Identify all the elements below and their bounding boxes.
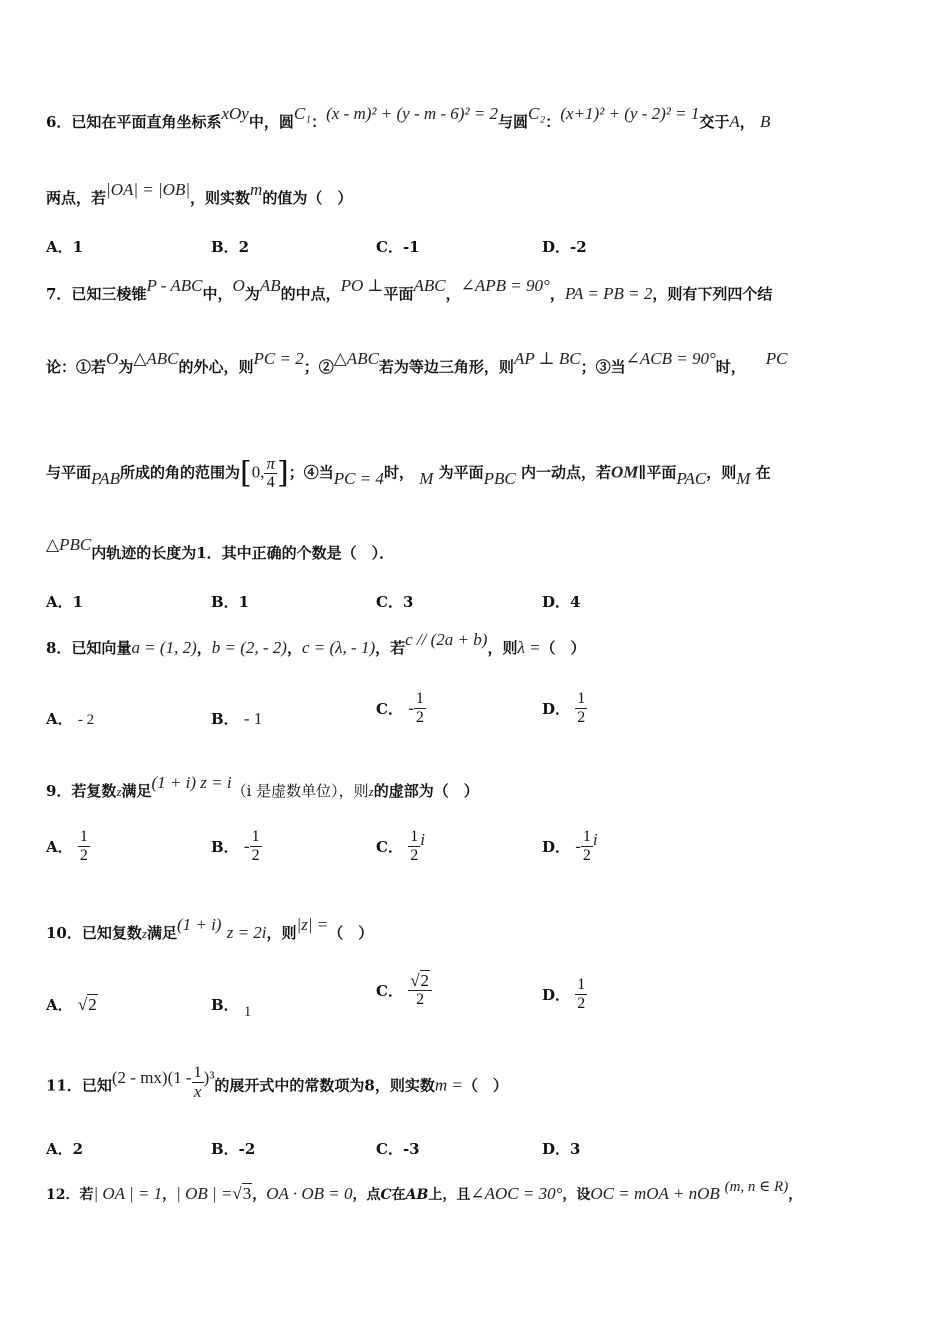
option-label: C． [376, 700, 403, 718]
imaginary-unit: i [592, 829, 598, 849]
math-oc-decomposition: OC = mOA + nOB [590, 1184, 720, 1203]
math-ab: AB [259, 276, 281, 295]
q9-option-c[interactable] [376, 828, 425, 865]
fraction [408, 828, 420, 865]
right-bracket: ] [277, 455, 289, 491]
text: 中， [202, 285, 233, 303]
math-pbc: PBC [483, 468, 516, 488]
text: 两点，若 [46, 189, 107, 207]
math-m: M [419, 468, 434, 488]
math-m: m = [434, 1075, 463, 1095]
q6-option-c[interactable]: C．-1 [376, 238, 420, 256]
math-pab: PAB [91, 468, 120, 488]
q9-option-b[interactable] [211, 828, 262, 865]
q7-line-3 [46, 455, 910, 492]
math-pac: PAC [676, 468, 707, 488]
fraction [581, 828, 593, 865]
text: ， [549, 285, 565, 303]
text: ，则有下列四个结 [652, 285, 773, 303]
text: ， [286, 639, 302, 657]
q7-option-d[interactable]: D．4 [542, 593, 581, 611]
option-label: D． [542, 838, 571, 856]
math-o: O [106, 349, 119, 368]
text: 所成的角的范围为 [119, 463, 240, 482]
q11-option-b[interactable]: B．-2 [211, 1140, 256, 1158]
text: 为平面 [438, 463, 484, 482]
math-triangle-pbc: △PBC [46, 535, 92, 554]
math-one-plus-i: (1 + i) [176, 915, 222, 934]
text: 与圆 [498, 113, 529, 131]
math-angle-apb: ∠APB = 90° [460, 276, 550, 295]
option-label: A． [46, 996, 73, 1014]
q6-line-2 [46, 180, 910, 210]
math-equation: (1 + i) z = i [151, 773, 232, 792]
fraction-numerator: 1 [193, 1064, 202, 1081]
fraction-denominator: 2 [577, 995, 586, 1012]
q7-option-a[interactable]: A．1 [46, 593, 84, 611]
option-label: D． [542, 986, 571, 1004]
q10-option-d[interactable] [542, 976, 587, 1013]
math-pc-4: PC = 4 [333, 468, 384, 488]
fraction-numerator: 1 [577, 690, 586, 707]
q11-option-d[interactable]: D．3 [542, 1140, 581, 1158]
math-b: B [759, 112, 771, 131]
option-label: C． [376, 838, 403, 856]
math-abc: ABC [413, 276, 446, 295]
fraction-numerator: 1 [251, 828, 260, 845]
fraction-denominator: 2 [79, 847, 88, 864]
q7-option-c[interactable]: C．3 [376, 593, 414, 611]
math-vector-c: c = (λ, - 1) [302, 638, 376, 657]
q11-line-1 [46, 1064, 910, 1105]
q8-option-b[interactable] [211, 708, 262, 729]
text: （ ） [540, 639, 586, 657]
text: 中，圆 [248, 113, 294, 131]
math-dot-product: OA · OB = 0 [266, 1184, 353, 1203]
fraction-numerator: 1 [410, 828, 419, 845]
q10-line-1 [46, 915, 910, 946]
math-pc-2: PC = 2 [253, 349, 304, 368]
q7-line-4 [46, 535, 910, 565]
math-xoy: xOy [221, 104, 249, 123]
q9-line-1 [46, 773, 910, 804]
text: ， [445, 285, 461, 303]
fraction-denominator: 2 [410, 847, 419, 864]
q10-option-b[interactable] [211, 994, 252, 1020]
q7-number-text: 7．已知三棱锥 [46, 285, 147, 303]
math-angle-acb: ∠ACB = 90° [625, 349, 716, 368]
math-range-start: 0, [251, 462, 265, 482]
q7-line-2 [46, 349, 910, 379]
imaginary-unit: i [420, 829, 425, 849]
text: ；④当 [288, 463, 334, 482]
math-point-c: C [380, 1187, 392, 1203]
text: ，则 [706, 463, 737, 482]
text: ，若 [375, 639, 406, 657]
text: ，点 [352, 1187, 381, 1203]
math-z: z [116, 784, 122, 799]
math-expression: (2 - mx)(1 - [111, 1067, 192, 1087]
fraction-numerator: π [266, 454, 275, 473]
fraction-numerator: √2 [408, 972, 432, 991]
math-parallel-condition: c // (2a + b) [405, 630, 488, 649]
q6-line-1 [46, 104, 910, 134]
text: 的值为（ ） [262, 189, 353, 207]
fraction-numerator: 1 [415, 690, 424, 707]
math-ap-perp-bc: AP ⊥ BC [513, 349, 581, 368]
text: ，设 [562, 1187, 591, 1203]
text: 在 [755, 463, 771, 482]
q10-option-a[interactable] [46, 994, 98, 1015]
fraction-denominator: 2 [416, 991, 425, 1008]
math-equation: z = 2i [226, 923, 267, 942]
option-label: B． [211, 996, 239, 1014]
text: ， [196, 639, 212, 657]
option-sign: - [243, 836, 250, 856]
option-label: C． [376, 982, 403, 1000]
q9-option-d[interactable] [542, 828, 598, 865]
text: 的外心，则 [178, 358, 254, 376]
text: ，则 [266, 924, 297, 942]
math-lambda: λ = [517, 638, 541, 657]
math-circle2-equation: (x+1)² + (y - 2)² = 1 [560, 104, 700, 123]
q8-option-d[interactable] [542, 690, 587, 727]
option-label: B． [211, 710, 239, 728]
math-oa-length: | OA | = 1 [93, 1184, 163, 1203]
math-p-abc: P - ABC [146, 276, 203, 295]
option-value: - 1 [243, 709, 263, 728]
math-abs-z: |z| = [296, 915, 329, 934]
text: 论：①若 [46, 358, 107, 376]
fraction [408, 972, 432, 1009]
q10-number-text: 10．已知复数 [46, 924, 142, 942]
math-expression: )³ [203, 1067, 215, 1087]
q7-option-b[interactable]: B．1 [211, 593, 250, 611]
text: ， [252, 1187, 267, 1203]
fraction [414, 690, 426, 727]
q6-option-d[interactable]: D．-2 [542, 238, 587, 256]
q6-option-a[interactable]: A．1 [46, 238, 84, 256]
q12-number-text: 12．若 [46, 1187, 94, 1203]
text: ， [739, 113, 755, 131]
text: 交于 [699, 113, 730, 131]
fraction-numerator: 1 [79, 828, 88, 845]
option-sign: - [575, 836, 581, 856]
q9-number-text: 9．若复数 [46, 782, 117, 800]
text: 满足 [121, 782, 152, 800]
text: ， [162, 1187, 177, 1203]
text: 内轨迹的长度为1．其中正确的个数是（ ）． [91, 544, 395, 562]
text: 在 [391, 1187, 406, 1203]
text: ，则 [487, 639, 518, 657]
q8-number-text: 8．已知向量 [46, 639, 132, 657]
fraction [575, 976, 587, 1013]
radicand: 3 [242, 1184, 252, 1203]
text: 若为等边三角形，则 [378, 358, 514, 376]
text: 满足 [146, 924, 177, 942]
math-vector-a: a = (1, 2) [131, 638, 197, 657]
q11-number-text: 11．已知 [46, 1076, 112, 1095]
q12-line-1 [46, 1179, 910, 1207]
math-circle1-equation: (x - m)² + (y - m - 6)² = 2 [326, 104, 499, 123]
fraction-numerator: 1 [577, 976, 586, 993]
q11-option-c[interactable]: C．-3 [376, 1140, 420, 1158]
math-c1: C₁ [293, 104, 312, 123]
math-z: z [141, 926, 147, 941]
math-o: O [232, 276, 245, 295]
text: 为 [118, 358, 134, 376]
fraction [575, 690, 587, 727]
math-pa-pb: PA = PB = 2 [564, 284, 653, 303]
text: （ ） [462, 1076, 508, 1095]
text: 与平面 [46, 463, 92, 482]
option-label: B． [211, 838, 239, 856]
q11-option-a[interactable]: A．2 [46, 1140, 84, 1158]
text: 的虚部为（ ） [373, 782, 479, 800]
text: 上，且 [428, 1187, 471, 1203]
math-angle-aoc: ∠AOC = 30° [470, 1184, 563, 1203]
fraction-denominator: x [193, 1082, 202, 1101]
text: 的中点， [280, 285, 341, 303]
option-label: D． [542, 700, 571, 718]
q9-option-a[interactable] [46, 828, 90, 865]
text: ： [311, 113, 327, 131]
fraction-denominator: 2 [582, 847, 591, 864]
text: 内一动点，若 [520, 463, 611, 482]
radicand: 2 [88, 995, 97, 1014]
q8-line-1 [46, 630, 910, 660]
fraction-denominator: 2 [415, 709, 424, 726]
text: （i 是虚数单位），则 [231, 782, 369, 800]
text: ；③当 [580, 358, 626, 376]
fraction-denominator: 4 [266, 474, 275, 491]
fraction-pi-over-4 [264, 455, 277, 492]
math-z: z [368, 784, 374, 799]
q6-option-b[interactable]: B．2 [211, 238, 250, 256]
fraction-numerator: 1 [582, 828, 591, 845]
q6-number-text: 6．已知在平面直角坐标系 [46, 113, 222, 131]
math-triangle-abc: △ABC [333, 349, 379, 368]
text: ，则实数 [190, 189, 251, 207]
option-value: - 2 [77, 712, 95, 728]
math-m: M [736, 468, 751, 488]
fraction [78, 828, 90, 865]
q8-option-a[interactable] [46, 708, 94, 729]
text: ∥平面 [638, 463, 677, 482]
text: ， [788, 1187, 803, 1203]
fraction-denominator: 2 [251, 847, 260, 864]
text: 为 [244, 285, 260, 303]
option-label: A． [46, 710, 73, 728]
q7-line-1 [46, 276, 910, 306]
math-pc: PC [765, 349, 788, 368]
text: 平面 [383, 285, 414, 303]
math-condition: |OA| = |OB| [106, 180, 191, 199]
option-value: 1 [243, 1004, 252, 1020]
text: ： [545, 113, 561, 131]
math-ab: AB [405, 1187, 429, 1203]
q8-option-c[interactable] [376, 690, 426, 727]
text: 的展开式中的常数项为8，则实数 [214, 1076, 435, 1095]
math-vector-b: b = (2, - 2) [211, 638, 287, 657]
text: 时， [383, 463, 414, 482]
text: 时， [715, 358, 746, 376]
text: ；② [303, 358, 334, 376]
sqrt-expression: √3 [232, 1184, 252, 1203]
math-condition: (m, n ∈ R) [724, 1179, 789, 1195]
math-om: OM [610, 462, 639, 482]
math-ob-length: | OB | = [176, 1184, 233, 1203]
math-m: m [250, 180, 263, 199]
left-bracket: [ [240, 455, 252, 491]
math-po-perp: PO ⊥ [340, 276, 384, 295]
option-sign: - [408, 698, 414, 718]
sqrt-expression: √2 [77, 995, 97, 1014]
fraction-denominator: 2 [577, 709, 586, 726]
fraction [250, 828, 262, 865]
fraction-one-over-x [192, 1064, 204, 1101]
math-c2: C₂ [528, 104, 546, 123]
q10-option-c[interactable] [376, 972, 432, 1009]
radicand: 2 [420, 971, 430, 990]
math-triangle-abc: △ABC [133, 349, 179, 368]
text: （ ） [328, 924, 374, 942]
option-label: A． [46, 838, 73, 856]
math-a: A [729, 112, 740, 131]
